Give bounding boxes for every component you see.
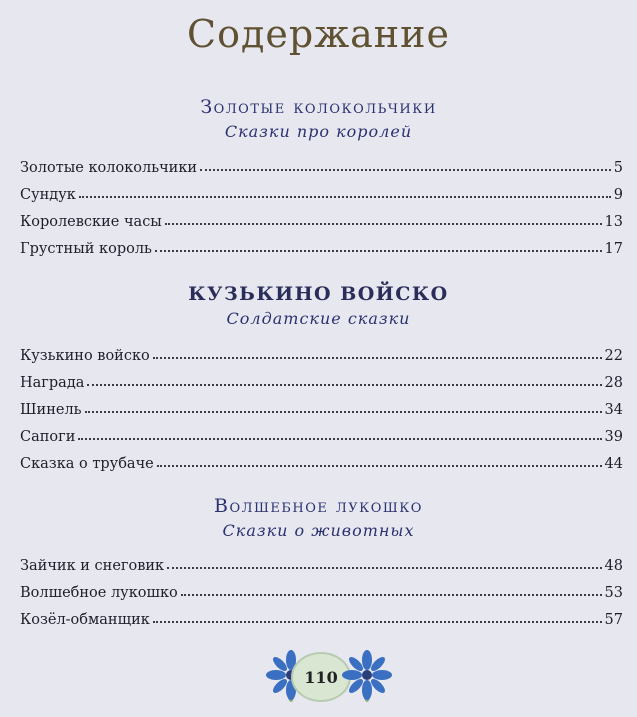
toc-entry-page: 17 [604, 241, 623, 257]
dot-leader [87, 384, 601, 386]
toc-entry-title: Сказка о трубаче [20, 456, 154, 472]
cornflower-icon [340, 648, 394, 702]
section-title: КУЗЬКИНО ВОЙСКО [188, 283, 449, 305]
toc-entry[interactable] [20, 342, 623, 364]
toc-entry[interactable] [20, 396, 623, 418]
toc-entry-title: Королевские часы [20, 214, 162, 230]
toc-entry[interactable] [20, 235, 623, 257]
toc-entry-page: 44 [604, 456, 623, 472]
dot-leader [200, 169, 611, 171]
toc-entry-title: Сундук [20, 187, 76, 203]
toc-entry-title: Кузькино войско [20, 348, 150, 364]
dot-leader [155, 250, 602, 252]
page-footer [0, 644, 637, 704]
toc-entry-title: Зайчик и снеговик [20, 558, 165, 574]
page-number: 110 [291, 652, 351, 702]
dot-leader [153, 621, 602, 623]
section-zolotye-kolokolchiki [0, 94, 637, 144]
toc-entry[interactable] [20, 154, 623, 176]
toc-entry[interactable] [20, 606, 623, 628]
section-title: Золотые колокольчики [200, 96, 437, 118]
section-subtitle: Солдатские сказки [226, 309, 411, 328]
toc-entry-title: Козёл-обманщик [20, 612, 150, 628]
section-subtitle: Сказки о животных [222, 521, 415, 540]
toc-entry[interactable] [20, 579, 623, 601]
dot-leader [78, 438, 601, 440]
toc-entry-page: 57 [604, 612, 623, 628]
dot-leader [85, 411, 602, 413]
section-kuzkino-voisko [0, 281, 637, 331]
page-title: Содержание [187, 12, 450, 56]
toc-entry-title: Золотые колокольчики [20, 160, 198, 176]
dot-leader [167, 567, 601, 569]
toc-entry-page: 9 [613, 187, 623, 203]
toc-entry-page: 22 [604, 348, 623, 364]
toc-entry[interactable] [20, 423, 623, 445]
toc-entry-title: Сапоги [20, 429, 76, 445]
dot-leader [157, 465, 602, 467]
toc-entry[interactable] [20, 208, 623, 230]
toc-entry-title: Грустный король [20, 241, 152, 257]
toc-entry-page: 5 [613, 160, 623, 176]
toc-entry-title: Волшебное лукошко [20, 585, 178, 601]
toc-entry[interactable] [20, 369, 623, 391]
toc-entry[interactable] [20, 552, 623, 574]
dot-leader [79, 196, 611, 198]
dot-leader [181, 594, 602, 596]
toc-entry[interactable] [20, 450, 623, 472]
toc-entry-page: 13 [604, 214, 623, 230]
toc-entry-page: 53 [604, 585, 623, 601]
dot-leader [153, 357, 602, 359]
toc-entry-page: 34 [604, 402, 623, 418]
toc-entry-title: Награда [20, 375, 85, 391]
toc-entry-page: 39 [604, 429, 623, 445]
toc-entry-title: Шинель [20, 402, 82, 418]
dot-leader [165, 223, 602, 225]
toc-entry[interactable] [20, 181, 623, 203]
toc-entry-page: 48 [604, 558, 623, 574]
section-title: Волшебное лукошко [214, 495, 423, 517]
section-volshebnoe-lukoshko [0, 493, 637, 543]
toc-entry-page: 28 [604, 375, 623, 391]
section-subtitle: Сказки про королей [224, 122, 413, 141]
